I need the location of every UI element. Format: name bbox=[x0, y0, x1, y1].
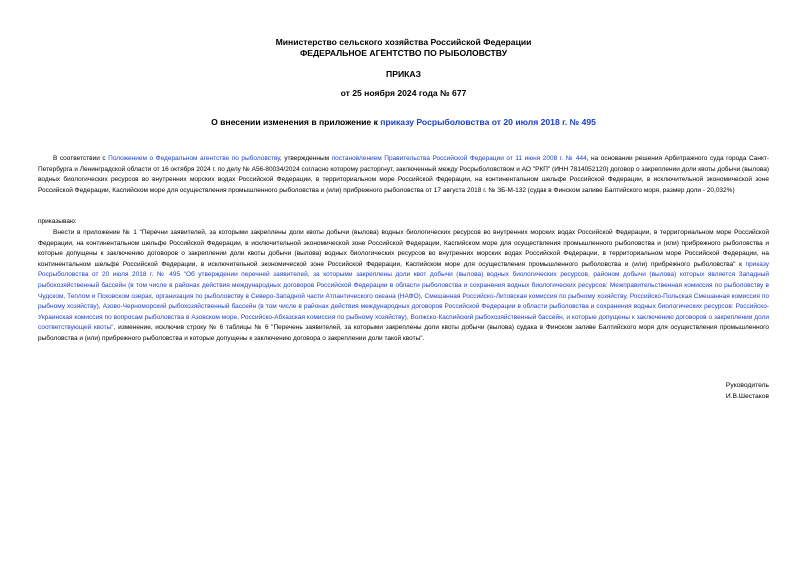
preamble-paragraph bbox=[38, 154, 769, 196]
preamble-text-1: В соответствии с bbox=[53, 155, 109, 162]
order-495-link[interactable]: приказу Росрыболовства от 20 июля 2018 г. № 495 "Об утверждении перечней заявителей, за которыми закреплены доли квот добычи (вылова) водных биологических ресурсов, районом добычи (вылова) которых является Западный рыбохозяйственный бассейн (в том числе в районах действия международных договоров Российской Федерации в области рыболовства и сохранения водных биологических ресурсов: Межправительственная комиссия по рыболовству в Чудском, Теплом и Псковском озерах, организация по рыболовству в Северо-Западной части Атлантического океана (НАФО), Смешанная Российско-Литовская комиссия по рыбному хозяйству, Российско-Польская Смешанная комиссия по рыбному хозяйству), Азово-Черноморский рыбохозяйственный бассейн (в том числе в районах действия международных договоров Российской Федерации в области рыболовства и сохранения водных биологических ресурсов: Российско-Украинская комиссия по вопросам рыболовства в Азовском море, Российско-Абхазская комиссия по рыбному хозяйству), Волжско-Каспийский рыбохозяйственный бассейн, и которые допущены к заключению договоров о закреплении доли соответствующей квоты" bbox=[38, 260, 769, 332]
signature-name: И.В.Шестаков bbox=[725, 393, 769, 400]
document-type: ПРИКАЗ bbox=[386, 69, 421, 79]
ministry-name: Министерство сельского хозяйства Российской Федерации bbox=[275, 37, 532, 47]
government-resolution-link[interactable]: постановлением Правительства Российской Федерации от 11 июня 2008 г. № 444 bbox=[331, 155, 587, 162]
preamble-text-2: , утвержденным bbox=[279, 155, 332, 162]
order-text-1: Внести в приложение № 1 "Перечни заявителей, за которыми закреплены доли квоты добычи (вылова) водных биологических ресурсов во внутренних морских водах Российской Федерации, в территориальном море Российской Федерации, на континентальном шельфе Российской Федерации, в исключительной экономической зоне Российской Федерации, Каспийском море для осуществления промышленного рыболовства и (или) прибрежного рыболовства и которые допущены к заключению договоров о закреплении доли квоты добычи (вылова) водных биологических ресурсов во внутренних морских водах Российской Федерации, в территориальном море Российской Федерации, на континентальном шельфе Российской Федерации, в исключительной экономической зоне Российской Федерации, Каспийском море для осуществления промышленного рыболовства и (или) прибрежного рыболовства" к bbox=[38, 229, 769, 268]
order-word: приказываю: bbox=[38, 218, 77, 225]
document-date-number: от 25 ноября 2024 года № 677 bbox=[340, 88, 467, 98]
regulation-link[interactable]: Положением о Федеральном агентстве по рыболовству bbox=[108, 155, 280, 162]
signature-role: Руководитель bbox=[725, 382, 769, 389]
agency-name: ФЕДЕРАЛЬНОЕ АГЕНТСТВО ПО РЫБОЛОВСТВУ bbox=[299, 48, 508, 58]
title-prefix: О внесении изменения в приложение к bbox=[211, 117, 381, 127]
order-paragraph bbox=[38, 228, 769, 345]
preamble-text-3: , на основании решения Арбитражного суда города Санкт-Петербурга и Ленинградской области от 16 октября 2024 г. по делу № А56-80034/2024 согласно которому расторгнут, заключенный между Росрыболовством и АО "РКП" (ИНН 7814052120) договор о закреплении доли квоты добычи (вылова) водных биологических ресурсов во внутренних морских водах Российской Федерации, в территориальном море Российской Федерации, на континентальном шельфе Российской Федерации, в исключительной экономической зоне Российской Федерации, Каспийском море для осуществления промышленного рыболовства и (или) прибрежного рыболовства от 17 августа 2018 г. № ЗБ-М-132 (судак в Финском заливе Балтийского моря, размер доли - 20,032%) bbox=[38, 155, 769, 194]
title-order-link[interactable]: приказу Росрыболовства от 20 июля 2018 г. № 495 bbox=[380, 117, 596, 127]
document-title bbox=[0, 117, 807, 127]
order-text-2: , изменение, исключив строку № 6 таблицы № 6 "Перечень заявителей, за которыми закреплены доли квоты добычи (вылова) судака в Финском заливе Балтийского моря для осуществления промышленного рыболовства и (или) прибрежного рыболовства и которые допущены к заключению договора о закреплении доли такой квоты". bbox=[38, 324, 769, 342]
